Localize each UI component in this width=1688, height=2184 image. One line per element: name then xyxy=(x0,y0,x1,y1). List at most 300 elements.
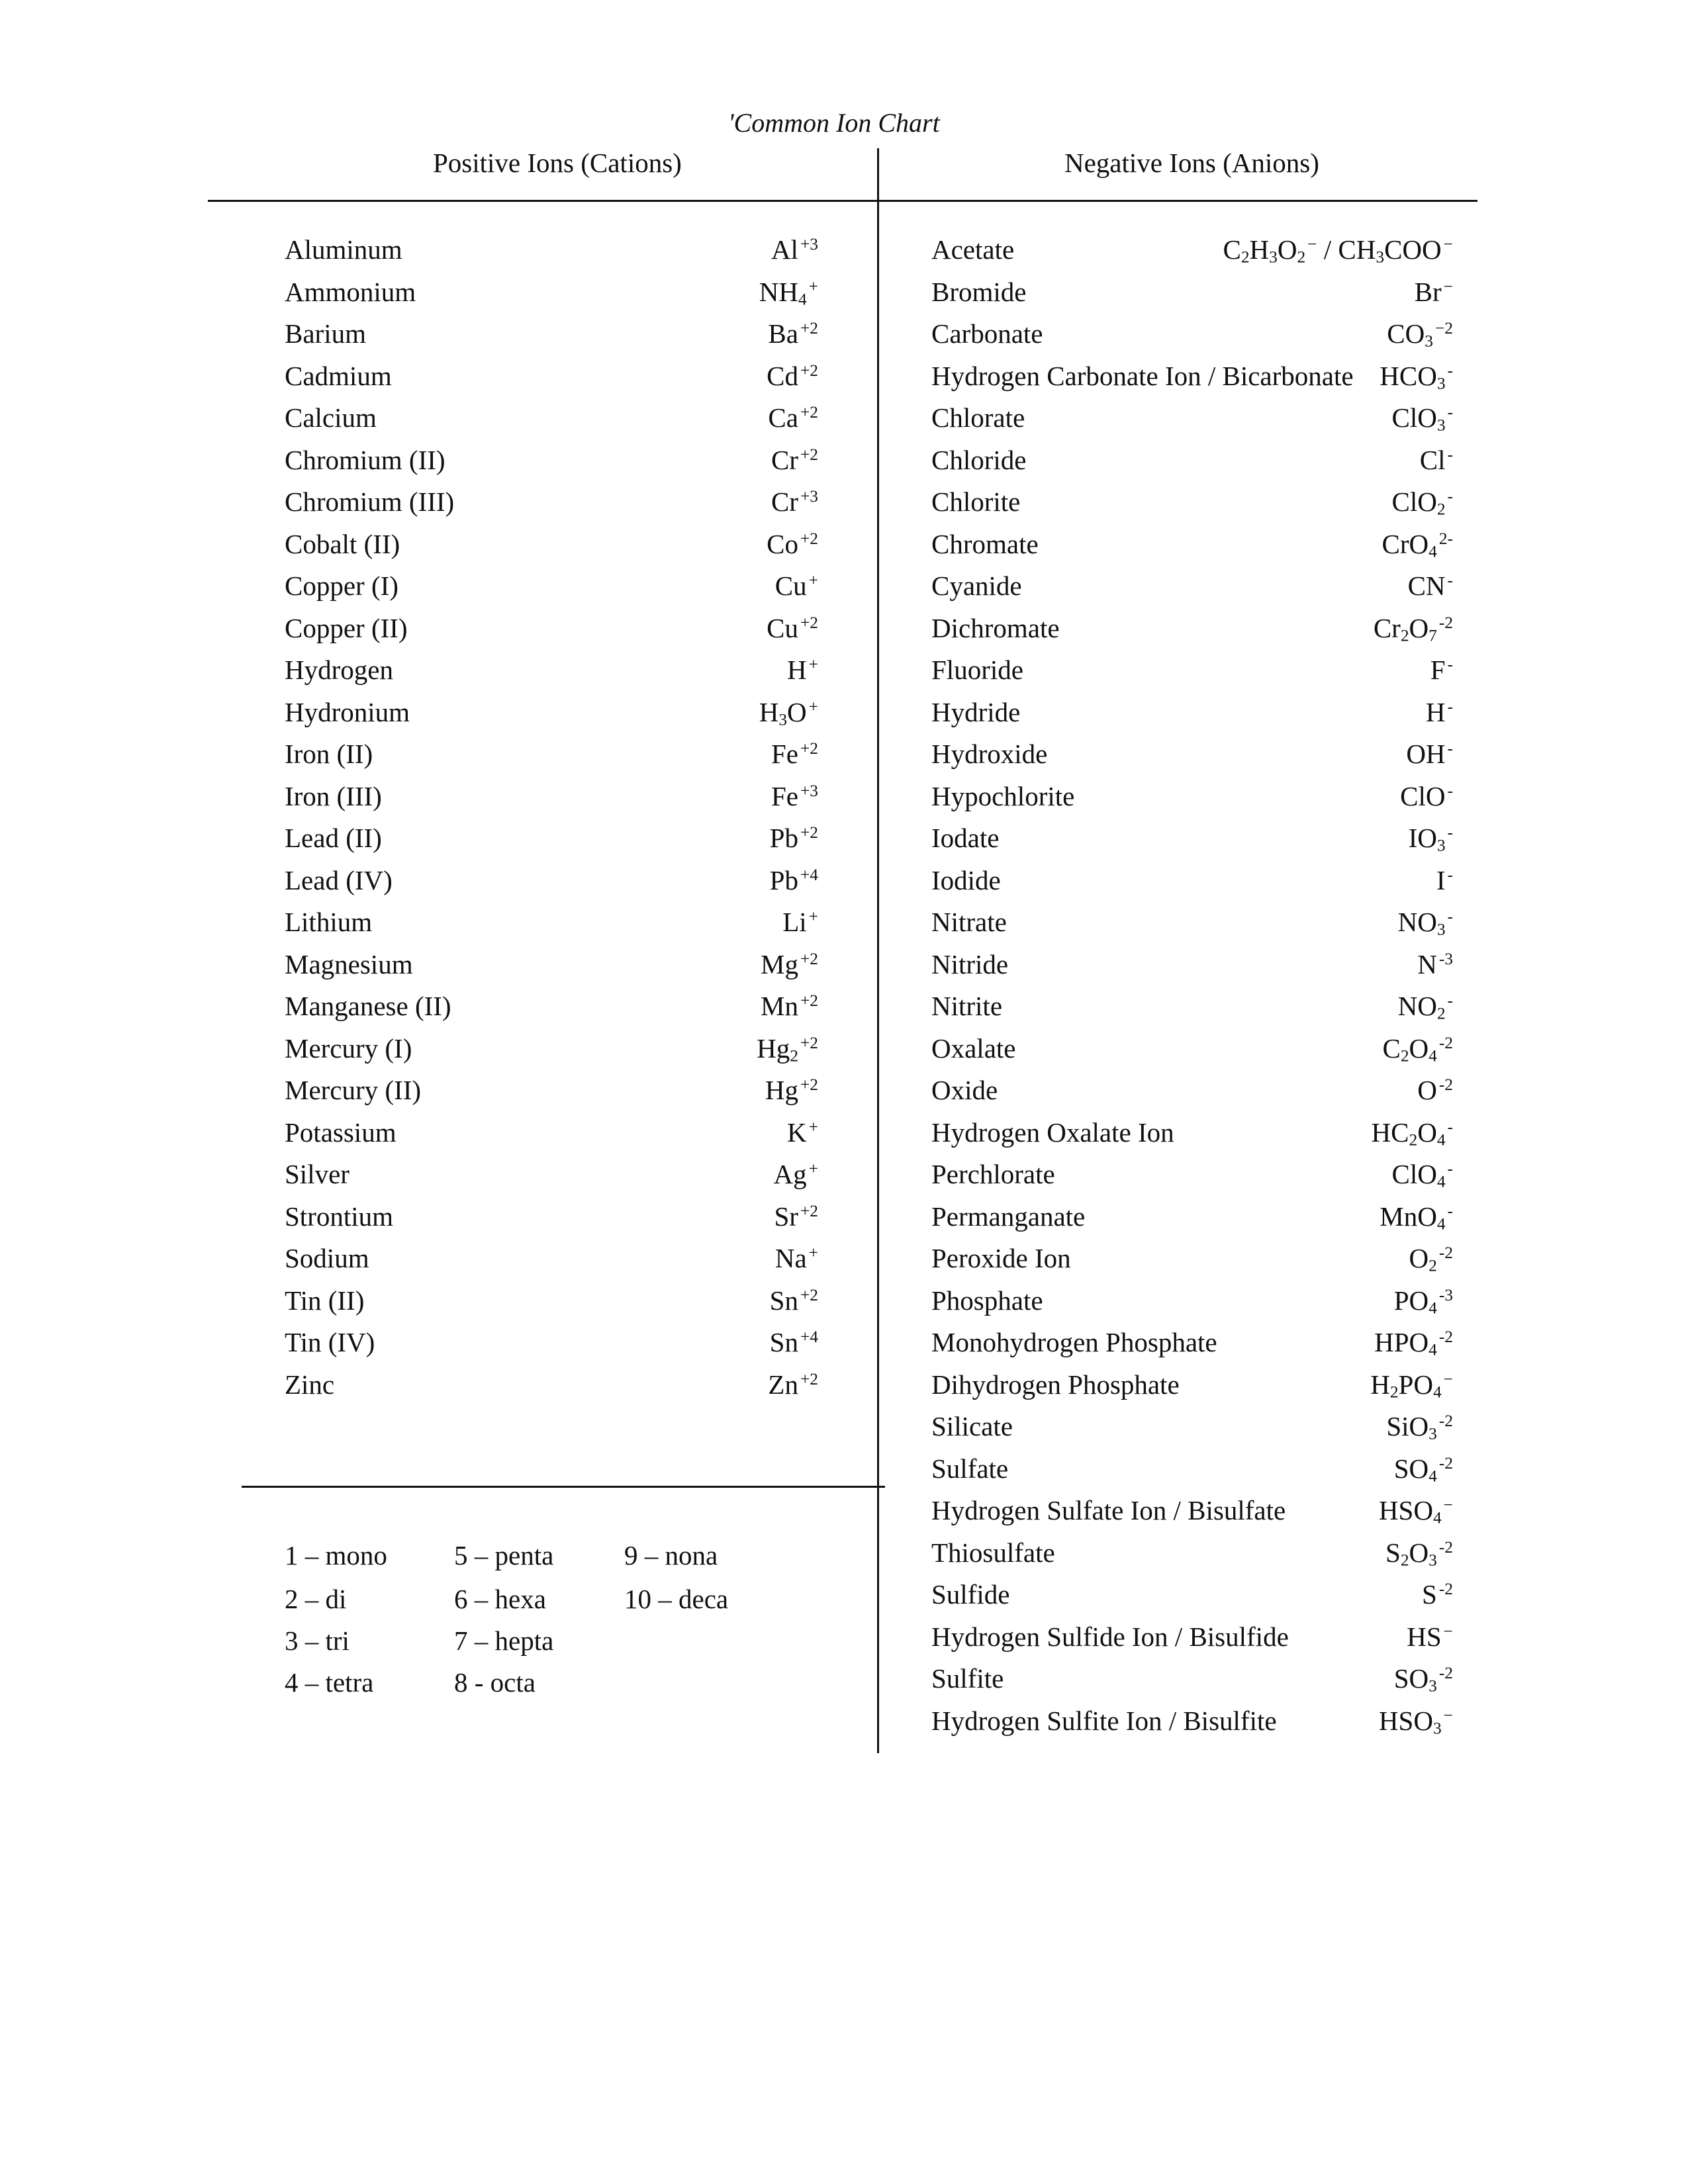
formula-text: H xyxy=(787,655,807,685)
formula-charge: -3 xyxy=(1438,949,1453,968)
formula-text: Pb xyxy=(769,823,798,853)
prefix-item: 6 – hexa xyxy=(454,1584,546,1614)
formula-charge: - xyxy=(1447,907,1453,927)
formula-charge: +4 xyxy=(800,1328,818,1347)
formula-charge: +2 xyxy=(800,403,818,422)
formula-charge: + xyxy=(808,697,818,716)
ion-formula xyxy=(771,776,818,816)
formula-charge: −2 xyxy=(1434,319,1453,338)
anion-row xyxy=(931,1490,1453,1533)
ion-name: Lithium xyxy=(285,907,373,937)
formula-text: Pb xyxy=(769,864,798,895)
formula-charge: -2 xyxy=(1438,1664,1453,1683)
ion-name: Fluoride xyxy=(931,655,1023,685)
ion-name: Chromate xyxy=(931,528,1039,559)
formula-charge: - xyxy=(1447,1117,1453,1136)
formula-text: Hg xyxy=(757,1032,790,1064)
ion-formula xyxy=(761,986,818,1026)
prefix-divider xyxy=(242,1486,885,1488)
formula-text: / CH xyxy=(1317,234,1376,265)
ion-formula xyxy=(1379,1490,1453,1530)
anion-row xyxy=(931,1533,1453,1575)
ion-formula xyxy=(1394,1281,1453,1320)
formula-charge: +2 xyxy=(800,361,818,380)
formula-text: NO xyxy=(1397,907,1437,937)
ion-name: Zinc xyxy=(285,1369,335,1400)
ion-formula xyxy=(1379,1701,1453,1741)
formula-charge: +2 xyxy=(800,529,818,548)
formula-charge: - xyxy=(1447,361,1453,380)
formula-text: COO xyxy=(1384,234,1442,265)
formula-text: HSO xyxy=(1378,1705,1433,1736)
formula-charge: - xyxy=(1447,487,1453,506)
ion-formula xyxy=(775,566,818,606)
formula-charge: -2 xyxy=(1438,1244,1453,1263)
anion-row xyxy=(931,1238,1453,1281)
formula-subscript: 2 xyxy=(1436,500,1446,519)
ion-name: Dichromate xyxy=(931,612,1060,643)
cation-row xyxy=(285,230,818,272)
formula-charge: -3 xyxy=(1438,1285,1453,1304)
ion-name: Chlorite xyxy=(931,486,1021,517)
formula-text: Na xyxy=(774,1243,807,1273)
formula-charge: -2 xyxy=(1438,1580,1453,1599)
ion-name: Tin (II) xyxy=(285,1285,365,1316)
ion-name: Silver xyxy=(285,1159,350,1189)
formula-text: HS xyxy=(1407,1621,1442,1652)
formula-text: SiO xyxy=(1386,1411,1429,1441)
formula-subscript: 3 xyxy=(778,710,788,729)
cation-row xyxy=(285,482,818,524)
formula-charge: +2 xyxy=(800,1369,818,1388)
formula-text: Hg xyxy=(765,1075,798,1105)
ion-name: Calcium xyxy=(285,402,377,433)
formula-text: H xyxy=(1425,696,1446,727)
ion-formula xyxy=(1380,1197,1453,1236)
formula-text: Br xyxy=(1414,276,1442,307)
formula-subscript: 4 xyxy=(798,290,807,309)
formula-text: O xyxy=(1417,1116,1437,1148)
formula-text: Cu xyxy=(767,612,798,643)
ion-formula xyxy=(1407,1617,1453,1657)
ion-formula xyxy=(774,1197,818,1236)
ion-name: Hydrogen Sulfide Ion / Bisulfide xyxy=(931,1621,1289,1652)
cation-row xyxy=(285,440,818,482)
formula-text: F xyxy=(1430,655,1446,685)
ion-name: Peroxide Ion xyxy=(931,1243,1071,1273)
formula-charge: +2 xyxy=(800,1075,818,1095)
ion-formula xyxy=(767,356,818,396)
formula-text: CrO xyxy=(1382,528,1429,559)
ion-formula xyxy=(782,902,818,942)
formula-text: SO xyxy=(1393,1453,1429,1484)
anions-header: Negative Ions (Anions) xyxy=(1064,148,1319,178)
formula-text: S xyxy=(1385,1537,1401,1568)
cation-row xyxy=(285,272,818,314)
formula-text: H xyxy=(1370,1369,1390,1400)
ion-name: Phosphate xyxy=(931,1285,1043,1316)
ion-formula xyxy=(771,734,818,774)
ion-name: Chromium (II) xyxy=(285,444,445,475)
formula-charge: - xyxy=(1447,1201,1453,1220)
cations-header: Positive Ions (Cations) xyxy=(433,148,682,178)
formula-charge: − xyxy=(1443,1706,1453,1725)
formula-text: HSO xyxy=(1378,1495,1433,1525)
ion-name: Bromide xyxy=(931,276,1027,307)
formula-charge: -2 xyxy=(1438,1328,1453,1347)
ion-formula xyxy=(1391,1154,1453,1194)
ion-formula xyxy=(1417,1070,1453,1110)
ion-name: Copper (II) xyxy=(285,612,408,643)
ion-name: Sulfite xyxy=(931,1663,1004,1694)
formula-charge: - xyxy=(1447,655,1453,674)
ion-name: Cyanide xyxy=(931,570,1022,601)
ion-formula xyxy=(770,1322,818,1362)
ion-formula xyxy=(768,398,818,437)
formula-subscript: 4 xyxy=(1436,1130,1446,1150)
anion-row xyxy=(931,524,1453,567)
formula-charge: + xyxy=(808,571,818,590)
ion-name: Cobalt (II) xyxy=(285,528,400,559)
formula-subscript: 2 xyxy=(1429,1256,1437,1275)
formula-charge: − xyxy=(1443,277,1453,296)
ion-name: Ammonium xyxy=(285,276,416,307)
ion-name: Mercury (I) xyxy=(285,1032,412,1064)
ion-name: Hydrogen Sulfate Ion / Bisulfate xyxy=(931,1495,1286,1525)
formula-text: Co xyxy=(767,528,798,559)
formula-subscript: 3 xyxy=(1376,248,1385,267)
ion-formula xyxy=(768,314,818,353)
ion-formula xyxy=(1387,314,1453,353)
formula-text: Zn xyxy=(768,1369,798,1400)
anion-row xyxy=(931,398,1453,440)
ion-name: Nitrate xyxy=(931,907,1007,937)
formula-charge: +3 xyxy=(800,781,818,800)
ion-formula xyxy=(1436,860,1453,900)
prefix-item: 3 – tri xyxy=(285,1625,350,1656)
anion-row xyxy=(931,230,1453,272)
ion-name: Tin (IV) xyxy=(285,1327,375,1357)
prefix-item: 8 - octa xyxy=(454,1667,536,1698)
ion-formula xyxy=(775,1238,818,1278)
formula-subscript: 2 xyxy=(1400,1551,1409,1570)
ion-formula xyxy=(1386,1406,1453,1446)
ion-name: Monohydrogen Phosphate xyxy=(931,1327,1217,1357)
formula-text: IO xyxy=(1408,823,1437,853)
prefix-item: 4 – tetra xyxy=(285,1667,374,1698)
formula-text: ClO xyxy=(1391,486,1437,517)
formula-text: K xyxy=(787,1116,807,1148)
cation-row xyxy=(285,734,818,776)
header-divider xyxy=(208,200,1477,202)
formula-charge: +2 xyxy=(800,445,818,464)
formula-text: HC xyxy=(1371,1116,1409,1148)
ion-formula xyxy=(1426,692,1453,732)
prefix-item: 2 – di xyxy=(285,1584,347,1614)
formula-text: H xyxy=(759,696,779,727)
ion-formula xyxy=(757,1028,818,1068)
anion-row xyxy=(931,272,1453,314)
formula-text: O xyxy=(1277,234,1297,265)
formula-charge: +2 xyxy=(800,949,818,968)
ion-name: Thiosulfate xyxy=(931,1537,1055,1568)
formula-text: ClO xyxy=(1391,402,1437,433)
cation-row xyxy=(285,902,818,944)
ion-name: Manganese (II) xyxy=(285,991,451,1021)
formula-charge: - xyxy=(1447,403,1453,422)
formula-charge: - xyxy=(1447,739,1453,758)
formula-subscript: 2 xyxy=(790,1046,798,1066)
formula-text: ClO xyxy=(1400,780,1446,811)
ion-name: Copper (I) xyxy=(285,570,399,601)
formula-subscript: 3 xyxy=(1429,1551,1437,1570)
formula-text: S xyxy=(1422,1579,1437,1610)
anion-row xyxy=(931,692,1453,735)
formula-subscript: 3 xyxy=(1436,920,1446,939)
ion-formula xyxy=(1422,1574,1453,1614)
formula-text: O xyxy=(1409,1032,1429,1064)
anion-row xyxy=(931,1701,1453,1743)
formula-charge: − xyxy=(1443,1369,1453,1388)
formula-text: PO xyxy=(1398,1369,1433,1400)
cation-row xyxy=(285,986,818,1028)
ion-name: Hydroxide xyxy=(931,739,1048,769)
ion-name: Cadmium xyxy=(285,360,392,391)
formula-text: Cr xyxy=(1373,612,1401,643)
ion-formula xyxy=(1370,1365,1453,1404)
anion-row xyxy=(931,1113,1453,1155)
formula-text: O xyxy=(787,696,807,727)
formula-text: I xyxy=(1436,864,1446,895)
ion-name: Strontium xyxy=(285,1201,394,1232)
ion-formula xyxy=(1430,650,1453,690)
formula-text: Mn xyxy=(760,991,798,1021)
formula-charge: +3 xyxy=(800,235,818,254)
ion-formula xyxy=(1417,944,1453,984)
ion-name: Nitride xyxy=(931,948,1009,979)
ion-formula xyxy=(1374,608,1453,648)
cation-row xyxy=(285,524,818,567)
formula-charge: - xyxy=(1447,823,1453,842)
formula-text: HPO xyxy=(1374,1327,1429,1357)
ion-formula xyxy=(1394,1659,1453,1698)
ion-formula xyxy=(774,1154,818,1194)
ion-name: Hydronium xyxy=(285,696,410,727)
formula-subscript: 2 xyxy=(1241,248,1250,267)
ion-name: Hydrogen xyxy=(285,655,393,685)
formula-charge: - xyxy=(1447,445,1453,464)
formula-text: NH xyxy=(759,276,798,307)
formula-text: Al xyxy=(771,234,798,265)
formula-text: MnO xyxy=(1380,1201,1437,1232)
formula-charge: - xyxy=(1447,1160,1453,1179)
ion-name: Magnesium xyxy=(285,948,413,979)
formula-charge: -2 xyxy=(1438,613,1453,632)
formula-subscript: 4 xyxy=(1429,542,1437,561)
cation-row xyxy=(285,1238,818,1281)
formula-subscript: 3 xyxy=(1429,1424,1437,1443)
ion-formula xyxy=(759,692,818,732)
formula-text: Mg xyxy=(760,948,798,979)
anion-row xyxy=(931,566,1453,608)
ion-formula xyxy=(759,272,818,312)
formula-subscript: 4 xyxy=(1436,1172,1446,1191)
formula-subscript: 3 xyxy=(1429,1676,1437,1696)
formula-charge: -2 xyxy=(1438,1537,1453,1557)
ion-formula xyxy=(1406,734,1453,774)
ion-name: Carbonate xyxy=(931,318,1043,349)
formula-text: Cd xyxy=(767,360,798,391)
formula-charge: + xyxy=(808,1117,818,1136)
ion-formula xyxy=(1409,1238,1453,1278)
ion-name: Chloride xyxy=(931,444,1027,475)
formula-text: Fe xyxy=(771,780,798,811)
anion-row xyxy=(931,650,1453,692)
ion-name: Lead (II) xyxy=(285,823,382,853)
anion-row xyxy=(931,818,1453,860)
formula-text: SO xyxy=(1393,1663,1429,1694)
ion-formula xyxy=(1382,1028,1453,1068)
formula-text: Ca xyxy=(768,402,798,433)
ion-formula xyxy=(767,524,818,564)
formula-subscript: 2 xyxy=(1400,1046,1409,1066)
ion-name: Dihydrogen Phosphate xyxy=(931,1369,1180,1400)
anion-row xyxy=(931,860,1453,903)
prefix-item: 5 – penta xyxy=(454,1540,554,1570)
formula-text: O xyxy=(1409,1537,1429,1568)
formula-text: Cr xyxy=(771,444,798,475)
chart-title: 'Common Ion Chart xyxy=(728,108,940,138)
ion-formula xyxy=(787,1113,818,1152)
cation-row xyxy=(285,1197,818,1239)
cation-row xyxy=(285,398,818,440)
cation-row xyxy=(285,818,818,860)
anion-row xyxy=(931,1406,1453,1449)
formula-text: CN xyxy=(1407,570,1446,601)
formula-charge: - xyxy=(1447,781,1453,800)
formula-charge: +2 xyxy=(800,1201,818,1220)
formula-charge: +2 xyxy=(800,823,818,842)
anion-list xyxy=(931,230,1453,1743)
anion-row xyxy=(931,734,1453,776)
ion-name: Aluminum xyxy=(285,234,402,265)
formula-charge: + xyxy=(808,1244,818,1263)
formula-text: C xyxy=(1382,1032,1401,1064)
cation-row xyxy=(285,944,818,987)
formula-charge: + xyxy=(808,655,818,674)
ion-formula xyxy=(765,1070,818,1110)
anion-row xyxy=(931,1197,1453,1239)
formula-charge: +2 xyxy=(800,1033,818,1052)
ion-formula xyxy=(1380,356,1453,396)
formula-charge: − xyxy=(1307,235,1317,254)
ion-formula xyxy=(1382,524,1453,564)
formula-charge: + xyxy=(808,277,818,296)
formula-subscript: 2 xyxy=(1400,626,1409,645)
formula-charge: - xyxy=(1447,865,1453,884)
cation-row xyxy=(285,608,818,651)
formula-text: Sn xyxy=(769,1327,798,1357)
formula-text: O xyxy=(1417,1075,1437,1105)
formula-subscript: 4 xyxy=(1432,1383,1442,1402)
anion-row xyxy=(931,1574,1453,1617)
formula-text: CO xyxy=(1387,318,1425,349)
ion-name: Hydrogen Carbonate Ion / Bicarbonate xyxy=(931,360,1354,391)
formula-subscript: 3 xyxy=(1436,416,1446,435)
ion-formula xyxy=(787,650,818,690)
formula-text: PO xyxy=(1393,1285,1429,1316)
formula-text: N xyxy=(1417,948,1437,979)
formula-text: Cr xyxy=(771,486,798,517)
cation-row xyxy=(285,1113,818,1155)
formula-charge: − xyxy=(1443,235,1453,254)
formula-charge: +2 xyxy=(800,319,818,338)
ion-name: Iodide xyxy=(931,864,1001,895)
ion-name: Chlorate xyxy=(931,402,1025,433)
cation-row xyxy=(285,692,818,735)
ion-name: Hydrogen Oxalate Ion xyxy=(931,1116,1174,1148)
ion-formula xyxy=(768,1365,818,1404)
formula-charge: - xyxy=(1447,571,1453,590)
cation-row xyxy=(285,356,818,398)
anion-row xyxy=(931,1154,1453,1197)
ion-name: Hydrogen Sulfite Ion / Bisulfite xyxy=(931,1705,1277,1736)
ion-name: Oxalate xyxy=(931,1032,1016,1064)
anion-row xyxy=(931,1028,1453,1071)
ion-name: Hydride xyxy=(931,696,1021,727)
formula-charge: +3 xyxy=(800,487,818,506)
anion-row xyxy=(931,608,1453,651)
ion-name: Oxide xyxy=(931,1075,998,1105)
ion-formula xyxy=(1415,272,1453,312)
formula-subscript: 2 xyxy=(1389,1383,1399,1402)
anion-row xyxy=(931,1617,1453,1659)
anion-row xyxy=(931,1070,1453,1113)
ion-name: Potassium xyxy=(285,1116,397,1148)
formula-text: OH xyxy=(1406,739,1446,769)
formula-text: Sr xyxy=(774,1201,798,1232)
formula-text: Fe xyxy=(771,739,798,769)
cation-row xyxy=(285,1365,818,1407)
cation-row xyxy=(285,1322,818,1365)
formula-charge: − xyxy=(1443,1621,1453,1641)
formula-subscript: 3 xyxy=(1425,332,1433,351)
formula-charge: -2 xyxy=(1438,1075,1453,1095)
formula-subscript: 3 xyxy=(1432,1719,1442,1738)
ion-formula xyxy=(1372,1113,1453,1152)
anion-row xyxy=(931,1659,1453,1701)
ion-name: Silicate xyxy=(931,1411,1013,1441)
formula-text: C xyxy=(1223,234,1241,265)
ion-formula xyxy=(1409,818,1453,858)
ion-name: Nitrite xyxy=(931,991,1003,1021)
cation-row xyxy=(285,776,818,819)
anion-row xyxy=(931,776,1453,819)
cation-list xyxy=(285,230,818,1406)
formula-subscript: 3 xyxy=(1436,374,1446,393)
ion-name: Sulfate xyxy=(931,1453,1009,1484)
ion-formula xyxy=(1385,1533,1453,1572)
formula-text: Li xyxy=(782,907,807,937)
ion-formula xyxy=(1408,566,1453,606)
ion-formula xyxy=(1223,230,1453,269)
ion-formula xyxy=(770,1281,818,1320)
prefix-item: 1 – mono xyxy=(285,1540,387,1570)
cation-row xyxy=(285,1070,818,1113)
formula-charge: + xyxy=(808,907,818,927)
formula-subscript: 4 xyxy=(1429,1467,1437,1486)
formula-text: Ag xyxy=(773,1159,807,1189)
